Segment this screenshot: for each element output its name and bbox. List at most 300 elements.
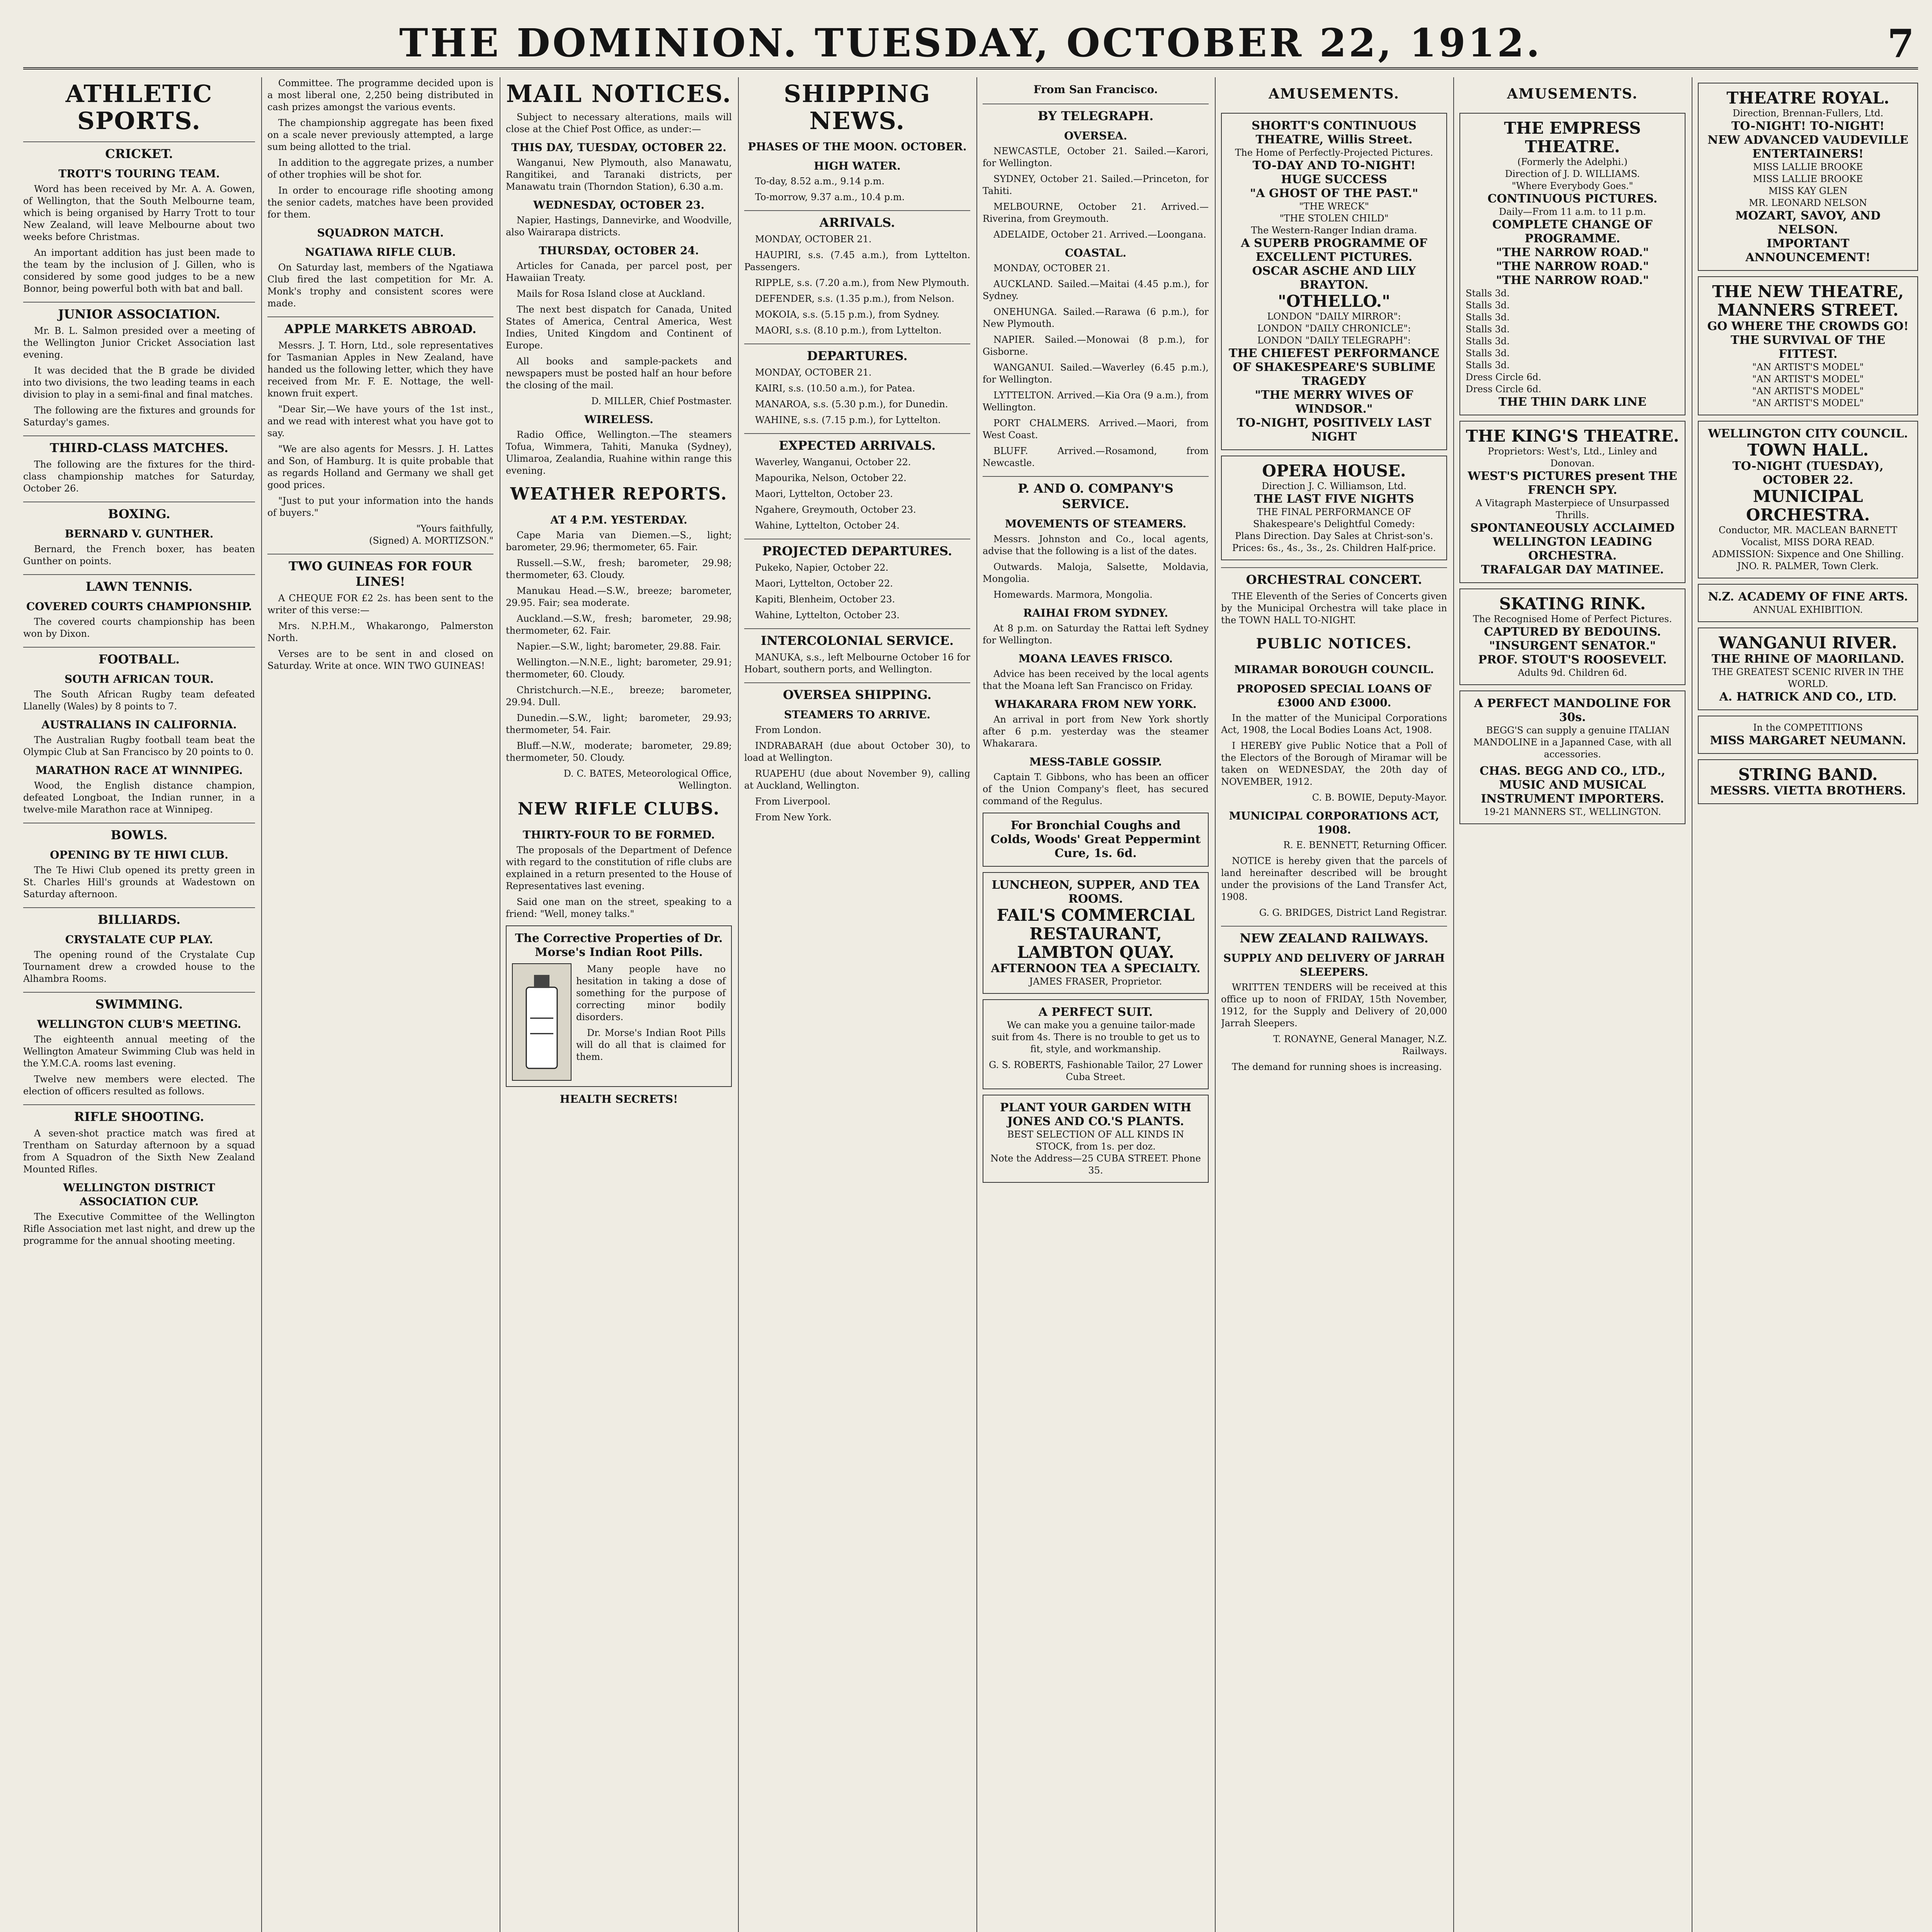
subheading: EXPECTED ARRIVALS. <box>744 433 970 453</box>
ship-line: Mapourika, Nelson, October 22. <box>755 473 906 483</box>
column-rule <box>976 77 977 1932</box>
article-paragraph: In order to encourage rifle shooting among the senior cadets, matches have been provided for them. <box>267 185 493 220</box>
tide-line: To-morrow, 9.37 a.m., 10.4 p.m. <box>755 192 905 202</box>
subheading: THIS DAY, TUESDAY, OCTOBER 22. <box>511 141 726 154</box>
advert-text: WELLINGTON LEADING ORCHESTRA. <box>1493 535 1652 563</box>
advert-title: THE NEW THEATRE, MANNERS STREET. <box>1712 282 1904 320</box>
advert-title: OPERA HOUSE. <box>1262 461 1406 480</box>
article-paragraph: Bernard, the French boxer, has beaten Gunther on points. <box>23 544 255 566</box>
advert-text: A. HATRICK AND CO., LTD. <box>1719 690 1897 704</box>
subheading: SUPPLY AND DELIVERY OF JARRAH SLEEPERS. <box>1223 952 1445 978</box>
signature: D. MILLER, Chief Postmaster. <box>591 396 732 406</box>
price-line: Dress Circle 6d. <box>1466 384 1541 395</box>
advert-title: THEATRE ROYAL. <box>1726 88 1889 107</box>
royal-advert <box>1698 83 1918 271</box>
advert-text: Direction J. C. Williamson, Ltd. <box>1262 481 1406 492</box>
masthead-title: THE DOMINION. TUESDAY, OCTOBER 22, 1912. <box>399 20 1542 66</box>
article-paragraph: Articles for Canada, per parcel post, per Hawaiian Treaty. <box>506 260 732 283</box>
article-paragraph: Subject to necessary alterations, mails will close at the Chief Post Office, as under:— <box>506 112 732 134</box>
opera-advert <box>1221 456 1447 560</box>
subheading: TWO GUINEAS FOR FOUR LINES! <box>267 554 493 589</box>
pill-bottle-image <box>512 963 571 1081</box>
article-paragraph: WRITTEN TENDERS will be received at this office up to noon of FRIDAY, 15th November, 1912, for the Supply and Delivery of 20,000 Jarrah Sleepers. <box>1221 982 1447 1029</box>
price-line: Stalls 3d. <box>1466 312 1510 323</box>
town-hall-advert <box>1698 421 1918 578</box>
section-heading: NEW RIFLE CLUBS. <box>517 799 720 819</box>
advert-title: WELLINGTON CITY COUNCIL. <box>1708 427 1908 440</box>
ship-line: From New York. <box>755 812 832 823</box>
ship-line: INDRABARAH (due about October 30), to load at Wellington. <box>744 740 970 763</box>
weather-line: Russell.—S.W., fresh; barometer, 29.98; thermometer, 63. Cloudy. <box>506 558 732 580</box>
advert-text: "INSURGENT SENATOR." <box>1489 639 1656 653</box>
column-rule <box>261 77 262 1932</box>
ship-line: Kapiti, Blenheim, October 23. <box>755 594 895 605</box>
ship-line: Wahine, Lyttelton, October 23. <box>755 610 900 621</box>
subheading: SQUADRON MATCH. <box>317 226 444 239</box>
article-paragraph: Committee. The programme decided upon is a most liberal one, 2,250 being distributed in cash prizes amongst the various events. <box>267 78 493 112</box>
weather-line: Auckland.—S.W., fresh; barometer, 29.98; thermometer, 62. Fair. <box>506 613 732 636</box>
advert-text: PROF. STOUT'S ROOSEVELT. <box>1478 653 1667 667</box>
subheading: APPLE MARKETS ABROAD. <box>267 316 493 337</box>
skating-advert <box>1459 588 1685 685</box>
advert-title: THE KING'S THEATRE. <box>1466 427 1679 446</box>
ship-line: MAORI, s.s. (8.10 p.m.), from Lyttelton. <box>755 325 942 336</box>
signature: "Yours faithfully, (Signed) A. MORTIZSON." <box>369 523 493 546</box>
sport-subheading: MARATHON RACE AT WINNIPEG. <box>35 764 243 777</box>
sport-heading: THIRD-CLASS MATCHES. <box>23 435 255 456</box>
subheading: ARRIVALS. <box>744 210 970 230</box>
subheading: STEAMERS TO ARRIVE. <box>784 708 930 721</box>
article-paragraph: An arrival in port from New York shortly after 6 p.m. yesterday was the steamer Whakarara. <box>983 714 1209 749</box>
ship-line: RUAPEHU (due about November 9), calling at Auckland, Wellington. <box>744 768 970 791</box>
section-heading: WEATHER REPORTS. <box>510 484 728 504</box>
section-heading: PUBLIC NOTICES. <box>1256 636 1412 652</box>
article-paragraph: Mrs. N.P.H.M., Whakarongo, Palmerston North. <box>267 621 493 643</box>
ship-line: MONDAY, OCTOBER 21. <box>993 263 1110 274</box>
column-rule <box>738 77 739 1932</box>
advert-text: BEST SELECTION OF ALL KINDS IN STOCK, from 1s. per doz. <box>1007 1129 1184 1152</box>
kings-advert <box>1459 421 1685 583</box>
advert-title: WANGANUI RIVER. <box>1719 633 1897 652</box>
signature: R. E. BENNETT, Returning Officer. <box>1283 840 1447 850</box>
article-paragraph: Messrs. Johnston and Co., local agents, advise that the following is a list of the dates. <box>983 534 1209 556</box>
article-paragraph: A seven-shot practice match was fired at Trentham on Saturday afternoon by a squad from A Squadron of the Sixth New Zealand Mounted Rifles. <box>23 1128 255 1175</box>
advert-text: "AN ARTIST'S MODEL" <box>1752 386 1864 396</box>
weather-line: Dunedin.—S.W., light; barometer, 29.93; thermometer, 54. Fair. <box>506 713 732 735</box>
article-paragraph: Messrs. J. T. Horn, Ltd., sole representatives for Tasmanian Apples in New Zealand, have handed us the following letter, which they have received from Mr. F. E. Nottage, the well-known fruit expert. <box>267 340 493 399</box>
subheading: WEDNESDAY, OCTOBER 23. <box>533 199 705 211</box>
subheading: THIRTY-FOUR TO BE FORMED. <box>522 828 715 841</box>
advert-text: THE THIN DARK LINE <box>1498 395 1646 409</box>
column-mail-weather <box>506 77 732 1932</box>
advert-text: 19-21 MANNERS ST., WELLINGTON. <box>1484 806 1661 817</box>
advert-text: MOZART, SAVOY, AND NELSON. <box>1735 209 1881 236</box>
advert-text: THE CHIEFEST PERFORMANCE OF SHAKESPEARE'S SUBLIME TRAGEDY <box>1228 347 1440 388</box>
article-paragraph: The next best dispatch for Canada, United States of America, Central America, West Indies, United Kingdom and Continent of Europe. <box>506 304 732 351</box>
article-paragraph: The covered courts championship has been won by Dixon. <box>23 616 255 639</box>
advert-text: TRAFALGAR DAY MATINEE. <box>1481 563 1664 577</box>
advert-text: "THE MERRY WIVES OF WINDSOR." <box>1255 388 1413 416</box>
sport-heading: FOOTBALL. <box>23 647 255 667</box>
signature: D. C. BATES, Meteorological Office, Wellington. <box>563 768 732 791</box>
advert-text: In the COMPETITIONS <box>1753 722 1863 733</box>
advert-sign: JAMES FRASER, Proprietor. <box>1029 976 1162 987</box>
sport-subheading: COVERED COURTS CHAMPIONSHIP. <box>26 600 252 613</box>
advert-body <box>512 963 726 1081</box>
column-athletic-sports <box>23 77 255 1932</box>
empress-advert <box>1459 113 1685 415</box>
ship-line: WAHINE, s.s. (7.15 p.m.), for Lyttelton. <box>755 415 941 425</box>
column-shipping-cont <box>983 77 1209 1932</box>
advert-text: "AN ARTIST'S MODEL" <box>1752 398 1864 408</box>
tide-line: To-day, 8.52 a.m., 9.14 p.m. <box>755 176 885 187</box>
subheading: RAIHAI FROM SYDNEY. <box>1023 607 1168 619</box>
subheading: HEALTH SECRETS! <box>560 1093 678 1105</box>
ship-line: AUCKLAND. Sailed.—Maitai (4.45 p.m.), for Sydney. <box>983 279 1209 301</box>
sport-heading: SWIMMING. <box>23 992 255 1012</box>
subheading: THURSDAY, OCTOBER 24. <box>539 244 699 257</box>
ship-line: WANGANUI. Sailed.—Waverley (6.45 p.m.), for Wellington. <box>983 362 1209 385</box>
advert-title: SKATING RINK. <box>1499 594 1646 613</box>
sport-subheading: WELLINGTON DISTRICT ASSOCIATION CUP. <box>63 1181 215 1208</box>
advert-title: A PERFECT SUIT. <box>1038 1005 1153 1019</box>
article-paragraph: Verses are to be sent in and closed on Saturday. Write at once. WIN TWO GUINEAS! <box>267 648 493 671</box>
article-paragraph: The following are the fixtures and grounds for Saturday's games. <box>23 405 255 428</box>
advert-text: THE GREATEST SCENIC RIVER IN THE WORLD. <box>1712 667 1904 689</box>
subheading: WHAKARARA FROM NEW YORK. <box>995 698 1197 711</box>
advert-text: THE LAST FIVE NIGHTS <box>1254 492 1414 506</box>
sport-subheading: WELLINGTON CLUB'S MEETING. <box>37 1018 242 1031</box>
ship-line: MOKOIA, s.s. (5.15 p.m.), from Sydney. <box>755 309 940 320</box>
sport-subheading: AUSTRALIANS IN CALIFORNIA. <box>41 718 237 731</box>
article-paragraph: Wanganui, New Plymouth, also Manawatu, Rangitikei, and Taranaki districts, per Manawatu train (Thorndon Station), 6.30 a.m. <box>506 157 732 192</box>
sport-subheading: BERNARD V. GUNTHER. <box>65 527 214 540</box>
ship-line: KAIRI, s.s. (10.50 a.m.), for Patea. <box>755 383 915 394</box>
weather-line: Manukau Head.—S.W., breeze; barometer, 29.95. Fair; sea moderate. <box>506 585 732 608</box>
article-paragraph: Radio Office, Wellington.—The steamers Tofua, Wimmera, Tahiti, Manuka (Sydney), Ulimaroa, Zealandia, Ruahine within range this evening. <box>506 429 732 476</box>
advert-text: ADMISSION: Sixpence and One Shilling. <box>1712 549 1904 560</box>
article-paragraph: The Australian Rugby football team beat the Olympic Club at San Francisco by 20 points to 0. <box>23 735 255 757</box>
advert-text: AFTERNOON TEA A SPECIALTY. <box>991 962 1201 975</box>
advert-text: MISS LALLIE BROOKE <box>1753 162 1863 172</box>
advert-text: THE RHINE OF MAORILAND. <box>1711 652 1905 666</box>
advert-text: "OTHELLO." <box>1277 292 1391 311</box>
sport-heading: BOXING. <box>23 502 255 522</box>
advert-text: GO WHERE THE CROWDS GO! <box>1707 320 1909 333</box>
advert-title: LUNCHEON, SUPPER, AND TEA ROOMS. <box>992 878 1200 906</box>
article-paragraph: The opening round of the Crystalate Cup Tournament drew a crowded house to the Alhambra Rooms. <box>23 949 255 984</box>
subheading: P. AND O. COMPANY'S SERVICE. <box>983 476 1209 512</box>
ship-line: RIPPLE, s.s. (7.20 a.m.), from New Plymouth. <box>755 277 969 288</box>
competitions-advert <box>1698 716 1918 754</box>
advert-text: Adults 9d. Children 6d. <box>1518 667 1627 678</box>
section-heading: AMUSEMENTS. <box>1269 86 1400 102</box>
subheading: PHASES OF THE MOON. OCTOBER. <box>748 140 967 153</box>
advert-text: "A GHOST OF THE PAST." <box>1250 187 1418 200</box>
advert-text: TO-DAY AND TO-NIGHT! <box>1252 159 1416 172</box>
advert-title: FAIL'S COMMERCIAL RESTAURANT, LAMBTON QUAY. <box>997 906 1195 962</box>
masthead <box>23 9 1918 70</box>
advert-text: ANNUAL EXHIBITION. <box>1753 604 1863 615</box>
column-amusements-2 <box>1459 77 1685 1932</box>
column-rifle-apples <box>267 77 493 1932</box>
article-paragraph: An important addition has just been made to the team by the inclusion of J. Gillen, who is considered by some good judges to be a new Bonnor, being powerful both with bat and ball. <box>23 247 255 294</box>
subheading: DEPARTURES. <box>744 344 970 364</box>
advert-text: WEST'S PICTURES present THE FRENCH SPY. <box>1468 469 1677 497</box>
article-paragraph: "We are also agents for Messrs. J. H. Lattes and Son, of Hamburg. It is quite probable that as regards Holland and Germany we shall get good prices. <box>267 444 493 490</box>
advert-title: A PERFECT MANDOLINE FOR 30s. <box>1474 697 1671 724</box>
advert-text: TO-NIGHT! TO-NIGHT! <box>1731 119 1885 133</box>
advert-text: TO-NIGHT (TUESDAY), OCTOBER 22. <box>1732 459 1884 487</box>
column-amusements-3 <box>1698 77 1918 1932</box>
article-paragraph: Twelve new members were elected. The election of officers resulted as follows. <box>23 1074 255 1097</box>
article-paragraph: Many people have no hesitation in taking a dose of something for the purpose of correcting minor bodily disorders. <box>576 964 726 1022</box>
mandoline-advert <box>1459 690 1685 824</box>
advert-text: CONTINUOUS PICTURES. <box>1487 192 1658 206</box>
advert-title: SHORTT'S CONTINUOUS THEATRE, Willis Street. <box>1252 119 1417 146</box>
advert-text: CHAS. BEGG AND CO., LTD., MUSIC AND MUSICAL INSTRUMENT IMPORTERS. <box>1480 764 1665 806</box>
column-amusements <box>1221 77 1447 1932</box>
ship-line: ADELAIDE, October 21. Arrived.—Loongana. <box>993 229 1206 240</box>
article-paragraph: In addition to the aggregate prizes, a number of other trophies will be shot for. <box>267 157 493 180</box>
sport-subheading: TROTT'S TOURING TEAM. <box>58 167 220 180</box>
price-line: Stalls 3d. <box>1466 348 1510 359</box>
advert-text: MR. LEONARD NELSON <box>1749 197 1867 208</box>
article-paragraph: Captain T. Gibbons, who has been an officer of the Union Company's fleet, has secured command of the Regulus. <box>983 772 1209 806</box>
subheading: WIRELESS. <box>584 413 653 426</box>
article-paragraph: The demand for running shoes is increasing. <box>1232 1061 1442 1072</box>
price-line: Dress Circle 6d. <box>1466 372 1541 383</box>
subheading: AT 4 P.M. YESTERDAY. <box>550 514 687 526</box>
article-paragraph: It was decided that the B grade be divided into two divisions, the two leading teams in each division to play in a semi-final and final matches. <box>23 365 255 400</box>
advert-text: A SUPERB PROGRAMME OF EXCELLENT PICTURES. <box>1241 236 1427 264</box>
ship-line: From Liverpool. <box>755 796 831 807</box>
subheading: MIRAMAR BOROUGH COUNCIL. <box>1234 663 1434 676</box>
advert-text: "THE NARROW ROAD." <box>1496 246 1649 259</box>
subheading: From San Francisco. <box>1033 83 1158 96</box>
article-paragraph: A CHEQUE FOR £2 2s. has been sent to the writer of this verse:— <box>267 593 493 616</box>
advert-text: SPONTANEOUSLY ACCLAIMED <box>1470 521 1675 535</box>
advert-text: The Home of Perfectly-Projected Pictures. <box>1235 147 1433 158</box>
section-heading: ATHLETIC SPORTS. <box>65 80 213 135</box>
advert-text: TO-NIGHT, POSITIVELY LAST NIGHT <box>1236 416 1432 444</box>
advert-text: Conductor, MR. MACLEAN BARNETT <box>1718 525 1898 536</box>
sport-heading: JUNIOR ASSOCIATION. <box>23 302 255 322</box>
advert-text: MISS KAY GLEN <box>1768 185 1848 196</box>
subheading: OVERSEA SHIPPING. <box>744 682 970 702</box>
section-heading: SHIPPING NEWS. <box>784 80 931 135</box>
advert-title: The Corrective Properties of Dr. Morse's Indian Root Pills. <box>515 932 723 959</box>
weather-line: Napier.—S.W., light; barometer, 29.88. Fair. <box>517 641 721 652</box>
ship-line: Maori, Lyttelton, October 23. <box>755 488 893 499</box>
article-paragraph: At 8 p.m. on Saturday the Rattai left Sydney for Wellington. <box>983 623 1209 646</box>
advert-text: MUNICIPAL ORCHESTRA. <box>1746 487 1870 524</box>
subheading: PROJECTED DEPARTURES. <box>744 539 970 559</box>
article-paragraph: I HEREBY give Public Notice that a Poll of the Electors of the Borough of Miramar will be taken on WEDNESDAY, the 20th day of NOVEMBER, 1912. <box>1221 740 1447 787</box>
advert-sign: G. S. ROBERTS, Fashionable Tailor, 27 Lower Cuba Street. <box>989 1060 1202 1082</box>
ship-line: Waverley, Wanganui, October 22. <box>755 457 911 468</box>
sport-heading: LAWN TENNIS. <box>23 574 255 594</box>
subheading: ORCHESTRAL CONCERT. <box>1221 567 1447 587</box>
signature: G. G. BRIDGES, District Land Registrar. <box>1259 907 1447 918</box>
article-paragraph: Wood, the English distance champion, defeated Longboat, the Indian runner, in a twelve-mile Marathon race at Winnipeg. <box>23 780 255 815</box>
advert-text: LONDON "DAILY MIRROR": <box>1267 311 1401 322</box>
article-paragraph: NOTICE is hereby given that the parcels of land hereinafter described will be brought under the provisions of the Land Transfer Act, 1908. <box>1221 855 1447 902</box>
advert-text: LONDON "DAILY CHRONICLE": <box>1257 323 1411 334</box>
article-paragraph: Mr. B. L. Salmon presided over a meeting of the Wellington Junior Cricket Association last evening. <box>23 325 255 360</box>
ship-line: DEFENDER, s.s. (1.35 p.m.), from Nelson. <box>755 293 954 304</box>
subheading: NEW ZEALAND RAILWAYS. <box>1221 926 1447 946</box>
ship-line: Ngahere, Greymouth, October 23. <box>755 504 916 515</box>
sport-heading: BOWLS. <box>23 823 255 843</box>
advert-text: HUGE SUCCESS <box>1281 173 1387 186</box>
advert-box <box>983 813 1209 867</box>
weather-line: Bluff.—N.W., moderate; barometer, 29.89; thermometer, 50. Cloudy. <box>506 740 732 763</box>
advert-title: TOWN HALL. <box>1747 440 1869 459</box>
ship-line: ONEHUNGA. Sailed.—Rarawa (6 p.m.), for New Plymouth. <box>983 306 1209 329</box>
article-paragraph: Advice has been received by the local agents that the Moana left San Francisco on Friday. <box>983 668 1209 691</box>
ship-line: NEWCASTLE, October 21. Sailed.—Karori, for Wellington. <box>983 146 1209 168</box>
section-heading: MAIL NOTICES. <box>506 80 732 108</box>
advert-text: For Bronchial Coughs and Colds, Woods' Great Peppermint Cure, 1s. 6d. <box>990 819 1201 860</box>
theatre-advert <box>1221 113 1447 450</box>
article-paragraph: MANUKA, s.s., left Melbourne October 16 for Hobart, southern ports, and Wellington. <box>744 652 970 675</box>
advert-title: STRING BAND. <box>1738 765 1878 784</box>
advert-title: N.Z. ACADEMY OF FINE ARTS. <box>1708 590 1908 604</box>
advert-sign: JNO. R. PALMER, Town Clerk. <box>1737 561 1879 571</box>
advert-text: Daily—From 11 a.m. to 11 p.m. <box>1499 206 1646 217</box>
advert-text: MESSRS. VIETTA BROTHERS. <box>1710 784 1906 798</box>
signature: C. B. BOWIE, Deputy-Mayor. <box>1312 792 1447 803</box>
page-number: 7 <box>1887 21 1914 66</box>
subheading: PROPOSED SPECIAL LOANS OF £3000 AND £3000. <box>1236 682 1432 709</box>
garden-advert <box>983 1095 1209 1183</box>
subheading: MOANA LEAVES FRISCO. <box>1018 652 1173 665</box>
advert-text: "Where Everybody Goes." <box>1512 180 1633 191</box>
advert-title: PLANT YOUR GARDEN WITH JONES AND CO.'S PLANTS. <box>1000 1101 1192 1128</box>
sport-heading: CRICKET. <box>23 141 255 162</box>
advert-text: Direction of J. D. WILLIAMS. <box>1505 168 1640 179</box>
advert-text: "THE NARROW ROAD." <box>1496 260 1649 273</box>
advert-text: THE FINAL PERFORMANCE OF Shakespeare's Delightful Comedy: <box>1253 507 1415 529</box>
ship-line: Wahine, Lyttelton, October 24. <box>755 520 900 531</box>
new-theatre-advert <box>1698 276 1918 415</box>
article-paragraph: The Te Hiwi Club opened its pretty green in St. Charles Hill's grounds at Wadestown on Saturday afternoon. <box>23 865 255 900</box>
advert-text: Plans Direction. Day Sales at Christ-son's. Prices: 6s., 4s., 3s., 2s. Children Half-price. <box>1232 531 1436 553</box>
article-paragraph: THE Eleventh of the Series of Concerts given by the Municipal Orchestra will take place in the TOWN HALL TO-NIGHT. <box>1221 591 1447 626</box>
signature: T. RONAYNE, General Manager, N.Z. Railways. <box>1273 1034 1447 1056</box>
advert-text: NEW ADVANCED VAUDEVILLE ENTERTAINERS! <box>1708 133 1908 161</box>
tailor-advert <box>983 999 1209 1089</box>
advert-text: "AN ARTIST'S MODEL" <box>1752 362 1864 372</box>
article-paragraph: Napier, Hastings, Dannevirke, and Woodville, also Wairarapa districts. <box>506 215 732 238</box>
wanganui-advert <box>1698 628 1918 710</box>
subheading: MOVEMENTS OF STEAMERS. <box>1005 517 1187 530</box>
advert-text: A Vitagraph Masterpiece of Unsurpassed Thrills. <box>1475 498 1670 520</box>
subheading: BY TELEGRAPH. <box>983 104 1209 124</box>
ship-line: MONDAY, OCTOBER 21. <box>755 367 872 378</box>
weather-line: Christchurch.—N.E., breeze; barometer, 29.94. Dull. <box>506 685 732 707</box>
weather-line: Wellington.—N.N.E., light; barometer, 29.91; thermometer, 60. Cloudy. <box>506 657 732 680</box>
advert-text: CAPTURED BY BEDOUINS. <box>1484 625 1661 639</box>
advert-text: The Recognised Home of Perfect Pictures. <box>1473 614 1672 624</box>
price-line: Stalls 3d. <box>1466 300 1510 311</box>
advert-text: LONDON "DAILY TELEGRAPH": <box>1257 335 1411 346</box>
advert-text: Direction, Brennan-Fullers, Ltd. <box>1733 108 1883 119</box>
advert-text: THE SURVIVAL OF THE FITTEST. <box>1730 333 1886 361</box>
article-paragraph: Homewards. Marmora, Mongolia. <box>993 589 1153 600</box>
sport-subheading: OPENING BY TE HIWI CLUB. <box>50 849 228 861</box>
article-paragraph: Mails for Rosa Island close at Auckland. <box>517 288 706 299</box>
price-line: Stalls 3d. <box>1466 324 1510 335</box>
article-paragraph: Outwards. Maloja, Salsette, Moldavia, Mongolia. <box>983 561 1209 584</box>
ship-line: From London. <box>755 724 821 735</box>
advert-text: "THE NARROW ROAD." <box>1496 274 1649 287</box>
subheading: MESS-TABLE GOSSIP. <box>1029 755 1162 768</box>
article-paragraph: In the matter of the Municipal Corporations Act, 1908, the Local Bodies Loans Act, 1908. <box>1221 713 1447 735</box>
ship-line: SYDNEY, October 21. Sailed.—Princeton, for Tahiti. <box>983 173 1209 196</box>
advert-text: MISS LALLIE BROOKE <box>1753 173 1863 184</box>
article-paragraph: Said one man on the street, speaking to a friend: "Well, money talks." <box>506 896 732 919</box>
sport-subheading: SOUTH AFRICAN TOUR. <box>64 673 214 685</box>
article-paragraph: The championship aggregate has been fixed on a scale never previously attempted, a large sum being allotted to the trial. <box>267 117 493 152</box>
ship-line: BLUFF. Arrived.—Rosamond, from Newcastle. <box>983 446 1209 468</box>
article-paragraph: The proposals of the Department of Defence with regard to the constitution of rifle clubs are explained in a return presented to the House of Representatives last evening. <box>506 845 732 891</box>
string-band-advert <box>1698 759 1918 804</box>
price-line: Stalls 3d. <box>1466 360 1510 371</box>
ship-line: NAPIER. Sailed.—Monowai (8 p.m.), for Gisborne. <box>983 334 1209 357</box>
advert-text: "THE WRECK" <box>1299 201 1369 212</box>
ship-line: PORT CHALMERS. Arrived.—Maori, from West Coast. <box>983 418 1209 440</box>
price-line: Stalls 3d. <box>1466 336 1510 347</box>
article-paragraph: On Saturday last, members of the Ngatiawa Club fired the last competition for Mr. A. Monk's trophy and consistent scores were made. <box>267 262 493 309</box>
article-paragraph: The following are the fixtures for the third-class championship matches for Saturday, October 26. <box>23 459 255 494</box>
advert-text: Proprietors: West's, Ltd., Linley and Donovan. <box>1488 446 1657 469</box>
advert-text: OSCAR ASCHE AND LILY BRAYTON. <box>1252 264 1416 292</box>
advert-text: The Western-Ranger Indian drama. <box>1251 225 1417 236</box>
article-paragraph: All books and sample-packets and newspapers must be posted half an hour before the closing of the mail. <box>506 356 732 391</box>
sport-subheading: CRYSTALATE CUP PLAY. <box>65 933 213 946</box>
ship-line: MELBOURNE, October 21. Arrived.—Riverina, from Greymouth. <box>983 201 1209 224</box>
column-rule <box>1215 77 1216 1932</box>
advert-text: We can make you a genuine tailor-made suit from 4s. There is no trouble to get us to fit, style, and workmanship. <box>992 1020 1200 1054</box>
article-paragraph: "Just to put your information into the hands of buyers." <box>267 495 493 518</box>
ship-line: Maori, Lyttelton, October 22. <box>755 578 893 589</box>
advert-text: Vocalist, MISS DORA READ. <box>1741 537 1875 548</box>
subheading: OVERSEA. <box>1064 129 1128 142</box>
subheading: INTERCOLONIAL SERVICE. <box>744 628 970 648</box>
athletic-sections <box>23 141 255 1247</box>
ship-line: MANAROA, s.s. (5.30 p.m.), for Dunedin. <box>755 399 948 410</box>
sport-heading: RIFLE SHOOTING. <box>23 1104 255 1124</box>
article-paragraph: The eighteenth annual meeting of the Wellington Amateur Swimming Club was held in the Y.M.C.A. rooms last evening. <box>23 1034 255 1069</box>
advert-text: Note the Address—25 CUBA STREET. Phone 35. <box>990 1153 1201 1176</box>
ship-line: MONDAY, OCTOBER 21. <box>755 234 872 245</box>
advert-text: MISS MARGARET NEUMANN. <box>1710 734 1906 747</box>
subheading: HIGH WATER. <box>814 160 901 172</box>
advert-text: COMPLETE CHANGE OF PROGRAMME. <box>1492 218 1653 245</box>
advert-text: (Formerly the Adelphi.) <box>1517 156 1628 167</box>
subheading: NGATIAWA RIFLE CLUB. <box>305 246 456 259</box>
restaurant-advert <box>983 872 1209 994</box>
academy-advert <box>1698 584 1918 622</box>
article-paragraph: The Executive Committee of the Wellington Rifle Association met last night, and drew up the programme for the annual shooting meeting. <box>23 1211 255 1246</box>
ship-line: HAUPIRI, s.s. (7.45 a.m.), from Lyttelton. Passengers. <box>744 250 970 272</box>
weather-line: Cape Maria van Diemen.—S., light; barometer, 29.96; thermometer, 65. Fair. <box>506 530 732 553</box>
ship-line: Pukeko, Napier, October 22. <box>755 562 889 573</box>
advert-text: "THE STOLEN CHILD" <box>1279 213 1389 224</box>
prices-list <box>1466 287 1679 395</box>
